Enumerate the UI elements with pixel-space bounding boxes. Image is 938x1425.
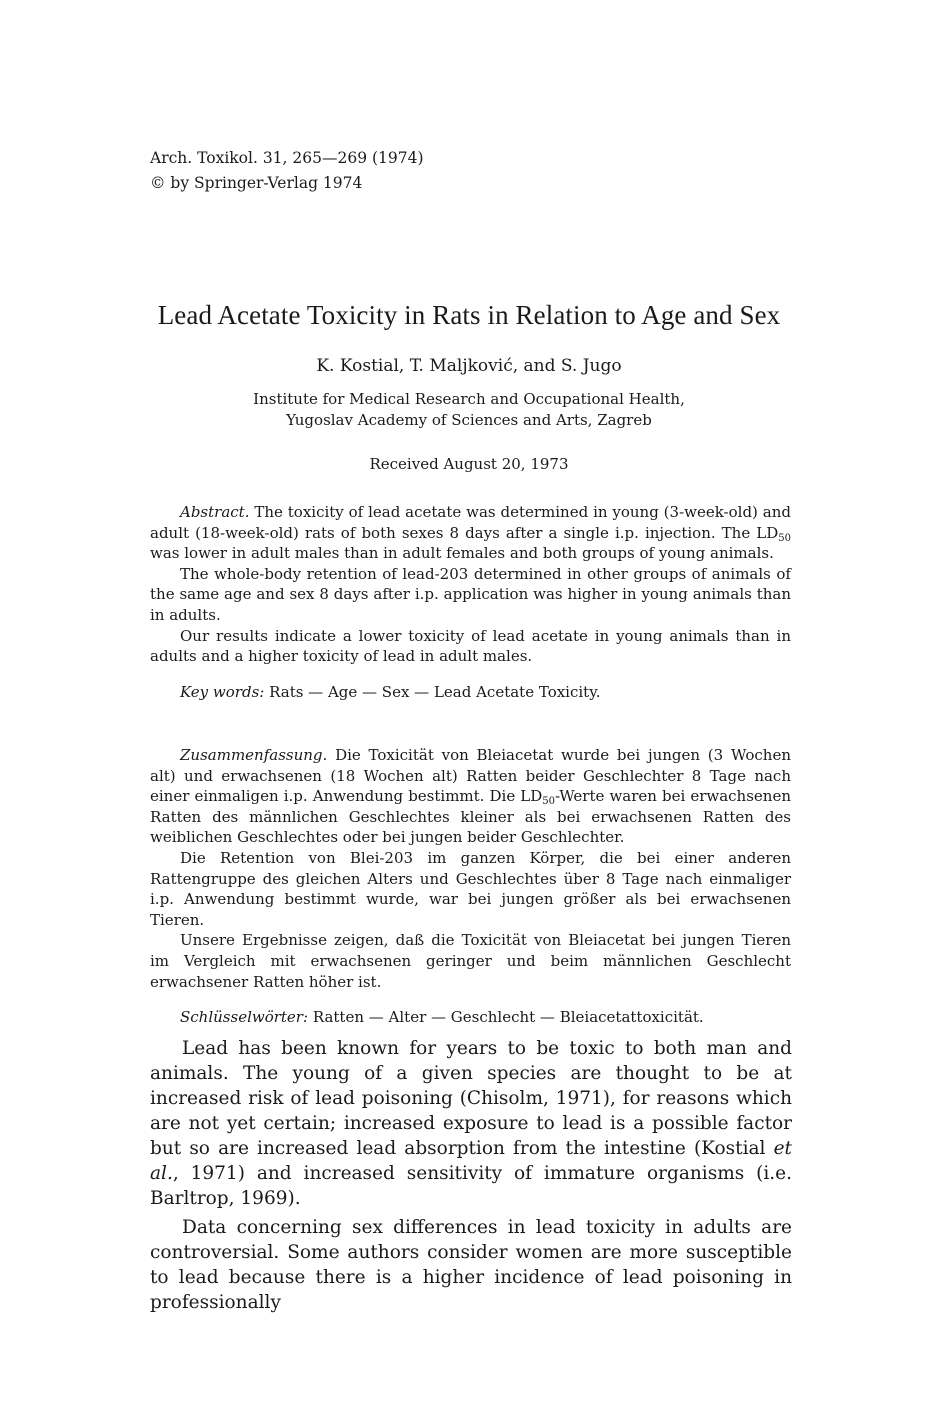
body-text xyxy=(150,1036,792,1315)
author-list: K. Kostial, T. Maljković, and S. Jugo xyxy=(316,356,622,376)
zusammenfassung-paragraph-3: Unsere Ergebnisse zeigen, daß die Toxicität von Bleiacetat bei jungen Tieren im Vergleich mit erwachsenen geringer und beim männlichen Geschlecht erwachsener Ratten höher ist. xyxy=(150,931,791,991)
et-al: et al. xyxy=(150,1138,792,1184)
journal-citation: Arch. Toxikol. 31, 265—269 (1974) xyxy=(150,149,424,167)
affiliation-line-2: Yugoslav Academy of Sciences and Arts, Zagreb xyxy=(286,411,652,429)
received-date: Received August 20, 1973 xyxy=(369,455,569,473)
abstract-section xyxy=(150,502,791,702)
keywords-text: Rats — Age — Sex — Lead Acetate Toxicity. xyxy=(269,682,601,701)
body-paragraph-2: Data concerning sex differences in lead toxicity in adults are controversial. Some authors consider women are more susceptible to lead because there is a higher incidence of lead poisoning in professionally xyxy=(150,1217,792,1313)
body-text-1b: , 1971) and increased sensitivity of immature organisms (i.e. Barltrop, 1969). xyxy=(150,1163,792,1209)
zusammenfassung-text-1a: Die Toxicität von Bleiacetat wurde bei jungen (3 Wochen alt) und erwachsenen (18 Wochen alt) Ratten beider Geschlechter 8 Tage nach einer einmaligen i.p. Anwendung bestimmt. Die LD xyxy=(150,746,791,806)
abstract-label: Abstract. xyxy=(180,503,250,521)
zusammenfassung-label: Zusammenfassung. xyxy=(180,746,328,764)
schluesselwoerter xyxy=(150,1007,791,1028)
ld50-subscript: 50 xyxy=(778,532,791,544)
abstract-text-1a: The toxicity of lead acetate was determined in young (3-week-old) and adult (18-week-old) rats of both sexes 8 days after a single i.p. injection. The LD xyxy=(150,503,791,542)
body-paragraph-1 xyxy=(150,1036,792,1211)
zusammenfassung-text-1b: -Werte waren bei erwachsenen Ratten des männlichen Geschlechtes kleiner als bei erwachsenen Ratten des weiblichen Geschlechtes oder bei jungen beider Geschlechter. xyxy=(150,787,791,847)
affiliation-line-1: Institute for Medical Research and Occupational Health, xyxy=(253,390,685,408)
schluesselwoerter-label: Schlüsselwörter: xyxy=(180,1008,309,1027)
zusammenfassung-paragraph-1 xyxy=(150,745,791,848)
journal-header xyxy=(150,146,424,196)
abstract-text-1b: was lower in adult males than in adult females and both groups of young animals. xyxy=(150,544,774,563)
copyright-line: © by Springer-Verlag 1974 xyxy=(150,174,363,192)
affiliation xyxy=(0,389,938,431)
body-text-1a: Lead has been known for years to be toxic to both man and animals. The young of a given species are thought to be at increased risk of lead poisoning (Chisolm, 1971), for reasons which are not yet certain; increased exposure to lead is a possible factor but so are increased lead absorption from the intestine (Kostial xyxy=(150,1038,792,1159)
abstract-keywords xyxy=(150,682,791,703)
abstract-paragraph-1 xyxy=(150,502,791,564)
zusammenfassung-paragraph-2: Die Retention von Blei-203 im ganzen Körper, die bei einer anderen Rattengruppe des gleichen Alters und Geschlechtes über 8 Tage nach einmaliger i.p. Anwendung bestimmt wurde, war bei jungen größer als bei erwachsenen Tieren. xyxy=(150,848,791,929)
schluesselwoerter-text: Ratten — Alter — Geschlecht — Bleiacetattoxicität. xyxy=(312,1008,704,1027)
abstract-paragraph-2: The whole-body retention of lead-203 determined in other groups of animals of the same age and sex 8 days after i.p. application was higher in young animals than in adults. xyxy=(150,564,791,624)
keywords-label: Key words: xyxy=(180,682,265,701)
ld50-subscript-de: 50 xyxy=(542,796,555,808)
zusammenfassung-section xyxy=(150,745,791,1028)
abstract-paragraph-3: Our results indicate a lower toxicity of lead acetate in young animals than in adults and a higher toxicity of lead in adult males. xyxy=(150,626,791,666)
paper-title: Lead Acetate Toxicity in Rats in Relation to Age and Sex xyxy=(157,300,781,330)
